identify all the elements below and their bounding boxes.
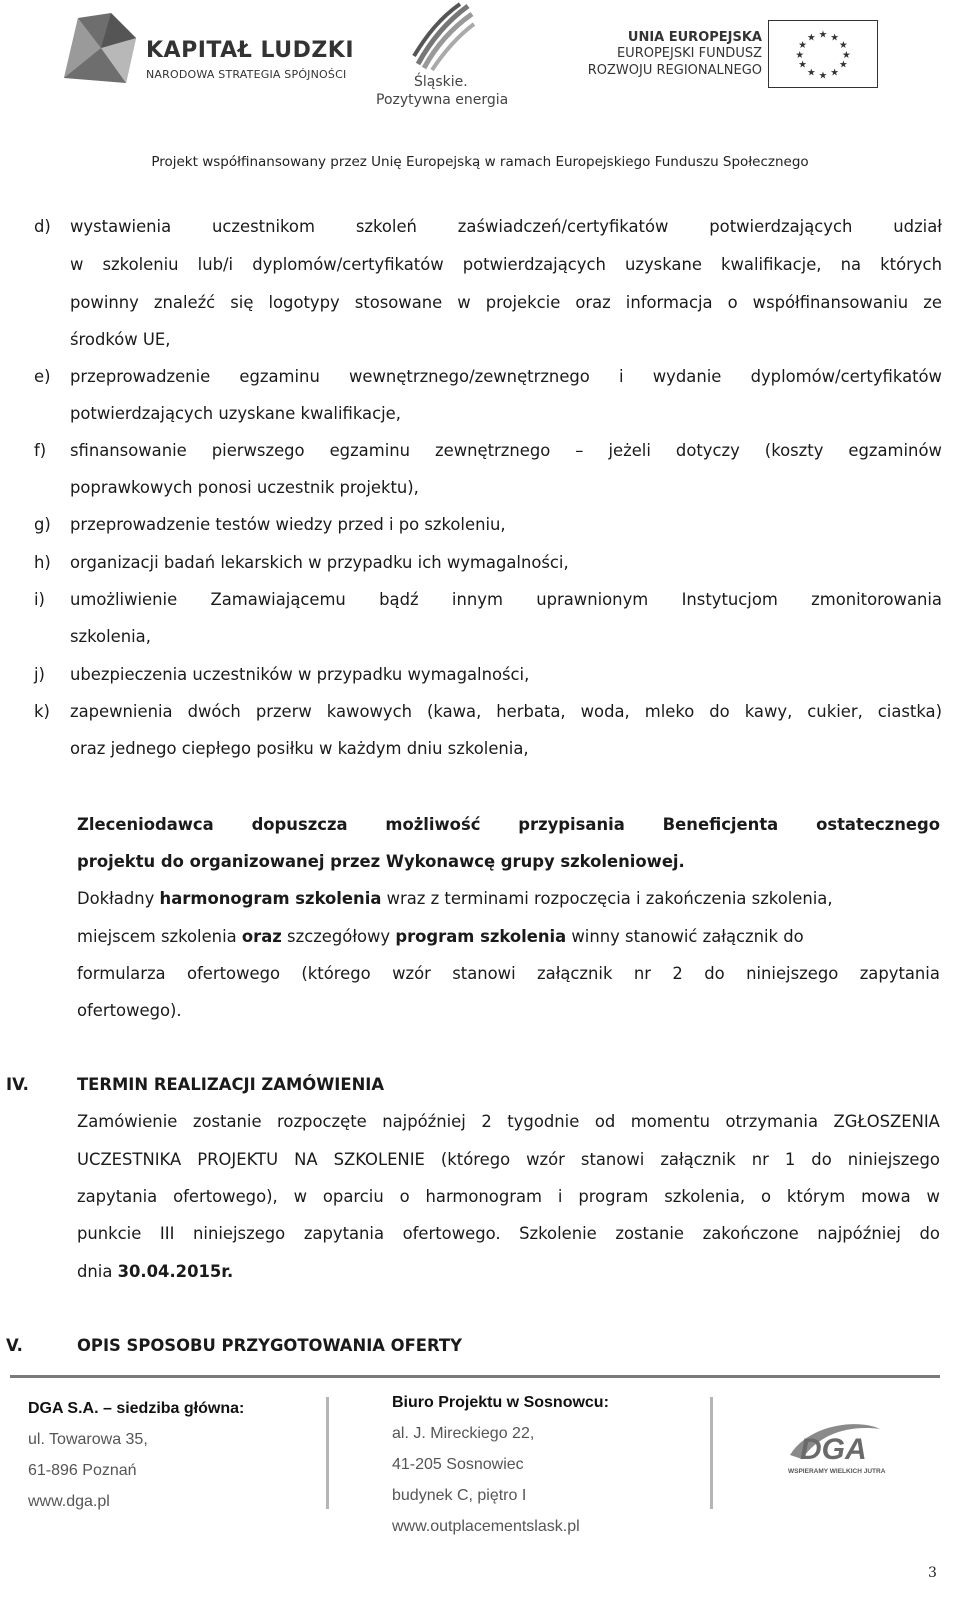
- word: NA: [294, 1150, 318, 1169]
- note-emphasis: oraz: [241, 927, 282, 946]
- word: projekcie: [485, 293, 561, 312]
- word: od: [594, 1112, 616, 1131]
- list-item-line: [70, 439, 942, 463]
- word: ofertowego: [187, 964, 280, 983]
- footer-headquarters: [28, 1393, 244, 1517]
- list-marker: i): [34, 590, 45, 609]
- footer-project-office: [392, 1387, 609, 1542]
- word: zapytania: [303, 1224, 385, 1243]
- list-marker: f): [34, 441, 47, 460]
- word: SZKOLENIE: [333, 1150, 425, 1169]
- section-iv-deadline: 30.04.2015r.: [117, 1262, 234, 1281]
- list-item-line: środków UE,: [70, 330, 171, 349]
- word: zaświadczeń/certyfikatów: [457, 217, 669, 236]
- list-marker: e): [34, 367, 51, 386]
- word: (kawa,: [426, 702, 482, 721]
- note-text: szczegółowy: [281, 927, 396, 946]
- list-marker: h): [34, 553, 51, 572]
- word: zapytania: [77, 1187, 158, 1206]
- note-line-1: [77, 887, 940, 911]
- word: egzaminów: [848, 441, 942, 460]
- word: do: [811, 1150, 832, 1169]
- word: momentu: [630, 1112, 711, 1131]
- word: ostatecznego: [816, 815, 940, 834]
- word: III: [159, 1224, 175, 1243]
- slaskie-swirl-icon: [410, 2, 476, 72]
- svg-text:★: ★: [795, 49, 805, 61]
- word: współfinansowaniu: [752, 293, 909, 312]
- word: dopuszcza: [251, 815, 348, 834]
- word: kawowych: [326, 702, 412, 721]
- word: przerw: [255, 702, 312, 721]
- word: niniejszego: [193, 1224, 286, 1243]
- page-footer: [0, 1375, 960, 1555]
- svg-text:★: ★: [798, 59, 807, 71]
- footer-separator: [326, 1397, 329, 1509]
- list-item-line: potwierdzających uzyskane kwalifikacje,: [70, 404, 401, 423]
- word: najpóźniej: [382, 1112, 466, 1131]
- note-bold-line-2: projektu do organizowanej przez Wykonawcę grupy szkoleniowej.: [77, 852, 685, 871]
- word: dwóch: [187, 702, 241, 721]
- list-item-line: poprawkowych ponosi uczestnik projektu),: [70, 478, 419, 497]
- word: nr: [751, 1150, 769, 1169]
- page-number: 3: [928, 1565, 937, 1581]
- eu-flag-icon: [768, 20, 878, 88]
- word: zmonitorowania: [811, 590, 942, 609]
- list-item-line: [70, 588, 942, 612]
- note-line-2: [77, 925, 940, 949]
- word: dyplomów/certyfikatów: [252, 255, 444, 274]
- word: harmonogram: [425, 1187, 542, 1206]
- list-item-line: przeprowadzenie testów wiedzy przed i po szkoleniu,: [70, 515, 506, 534]
- word: w: [70, 255, 84, 274]
- word: egzaminu: [239, 367, 320, 386]
- word: cukier,: [807, 702, 863, 721]
- word: w: [457, 293, 471, 312]
- list-marker: k): [34, 702, 50, 721]
- word: przypisania: [518, 815, 625, 834]
- word: zakończone: [702, 1224, 799, 1243]
- word: oraz: [575, 293, 611, 312]
- word: –: [575, 441, 584, 460]
- word: (którego: [301, 964, 371, 983]
- word: wzór: [392, 964, 431, 983]
- svg-text:★: ★: [830, 32, 839, 44]
- section-iv-title: TERMIN REALIZACJI ZAMÓWIENIA: [77, 1075, 385, 1094]
- svg-text:★: ★: [798, 40, 807, 52]
- footer-office-title: Biuro Projektu w Sosnowcu:: [392, 1394, 609, 1411]
- word: i: [619, 367, 624, 386]
- kapital-ludzki-star-icon: [56, 8, 146, 88]
- word: bądź: [379, 590, 419, 609]
- word: niniejszego: [847, 1150, 940, 1169]
- word: wewnętrznego/zewnętrznego: [349, 367, 590, 386]
- kapital-ludzki-title: KAPITAŁ LUDZKI: [146, 38, 355, 63]
- word: Instytucjom: [681, 590, 778, 609]
- list-marker: d): [34, 217, 51, 236]
- word: UCZESTNIKA: [77, 1150, 182, 1169]
- kapital-ludzki-logo: [38, 8, 355, 88]
- word: herbata,: [496, 702, 566, 721]
- eu-text: [588, 30, 762, 79]
- word: uprawnionym: [536, 590, 649, 609]
- note-bold-line-1: [77, 813, 940, 837]
- kapital-ludzki-subtitle: NARODOWA STRATEGIA SPÓJNOŚCI: [146, 68, 347, 81]
- footer-separator: [710, 1397, 713, 1509]
- word: mleko: [644, 702, 695, 721]
- word: Zleceniodawca: [77, 815, 214, 834]
- word: (koszty: [764, 441, 824, 460]
- word: do: [704, 964, 725, 983]
- word: szkolenia,: [664, 1187, 746, 1206]
- word: i: [557, 1187, 563, 1206]
- section-iv-line: [77, 1148, 940, 1172]
- section-iv-last-line: [77, 1260, 233, 1284]
- section-v-number: V.: [6, 1336, 23, 1355]
- word: lub/i: [197, 255, 234, 274]
- word: na: [840, 255, 862, 274]
- word: Szkolenie: [519, 1224, 597, 1243]
- word: zewnętrznego: [435, 441, 551, 460]
- slaskie-logo: [362, 0, 522, 115]
- word: 2: [672, 964, 683, 983]
- svg-text:★: ★: [839, 40, 848, 52]
- word: pierwszego: [211, 441, 305, 460]
- footer-hq-title: DGA S.A. – siedziba główna:: [28, 1400, 245, 1417]
- svg-text:★: ★: [807, 67, 816, 79]
- note-emphasis: program szkolenia: [395, 927, 567, 946]
- section-iv-number: IV.: [6, 1075, 29, 1094]
- word: wystawienia: [70, 217, 172, 236]
- word: logotypy: [268, 293, 340, 312]
- eu-line-1: UNIA EUROPEJSKA: [627, 30, 762, 45]
- section-iv-line: [77, 1110, 940, 1134]
- list-item-line: [70, 700, 942, 724]
- word: potwierdzających: [709, 217, 853, 236]
- footer-hq-city: 61-896 Poznań: [28, 1462, 137, 1479]
- footer-office-building: budynek C, piętro I: [392, 1487, 527, 1504]
- list-item-line: [70, 215, 942, 239]
- word: do: [709, 702, 730, 721]
- word: Zamawiającemu: [210, 590, 346, 609]
- svg-text:★: ★: [830, 67, 839, 79]
- list-marker: j): [34, 665, 45, 684]
- word: załącznik: [660, 1150, 736, 1169]
- word: woda,: [580, 702, 630, 721]
- word: ZGŁOSZENIA: [833, 1112, 940, 1131]
- page-header: [0, 0, 960, 190]
- footer-hq-street: ul. Towarowa 35,: [28, 1431, 148, 1448]
- word: ofertowego.: [402, 1224, 501, 1243]
- footer-office-street: al. J. Mireckiego 22,: [392, 1425, 535, 1442]
- word: potwierdzających: [462, 255, 606, 274]
- word: wydanie: [652, 367, 722, 386]
- word: udział: [893, 217, 942, 236]
- section-v-title: OPIS SPOSOBU PRZYGOTOWANIA OFERTY: [77, 1336, 462, 1355]
- word: których: [880, 255, 942, 274]
- list-item-line: szkolenia,: [70, 627, 151, 646]
- word: program: [578, 1187, 649, 1206]
- slaskie-tagline: Pozytywna energia: [376, 92, 509, 108]
- svg-text:★: ★: [839, 59, 848, 71]
- word: otrzymania: [725, 1112, 819, 1131]
- word: przeprowadzenie: [70, 367, 211, 386]
- word: szkoleniu: [102, 255, 179, 274]
- note-line-3: [77, 962, 940, 986]
- word: 2: [481, 1112, 492, 1131]
- word: (którego: [440, 1150, 511, 1169]
- word: innym: [451, 590, 503, 609]
- cofinancing-note: Projekt współfinansowany przez Unię Europejską w ramach Europejskiego Funduszu Społecznego: [151, 154, 809, 170]
- word: którym: [786, 1187, 846, 1206]
- word: załącznik: [537, 964, 613, 983]
- word: mowa: [861, 1187, 911, 1206]
- word: zostanie: [192, 1112, 262, 1131]
- section-iv-text: dnia: [77, 1262, 118, 1281]
- dga-slogan: WSPIERAMY WIELKICH JUTRA: [788, 1468, 886, 1475]
- word: 1: [784, 1150, 796, 1169]
- dga-logo: [780, 1419, 890, 1479]
- word: Beneficjenta: [662, 815, 779, 834]
- section-iv-line: [77, 1185, 940, 1209]
- footer-divider: [10, 1375, 940, 1378]
- eu-logo: [580, 20, 880, 90]
- word: zostanie: [615, 1224, 685, 1243]
- word: formularza: [77, 964, 166, 983]
- section-iv-line: [77, 1222, 940, 1246]
- word: oparciu: [322, 1187, 384, 1206]
- list-item-line: [70, 291, 942, 315]
- word: uzyskane: [624, 255, 702, 274]
- word: dyplomów/certyfikatów: [750, 367, 942, 386]
- word: o: [399, 1187, 410, 1206]
- word: ciastka): [877, 702, 942, 721]
- word: kwalifikacje,: [721, 255, 822, 274]
- slaskie-name: Śląskie.: [414, 74, 468, 90]
- word: możliwość: [385, 815, 481, 834]
- list-marker: g): [34, 515, 51, 534]
- dga-logo-text: DGA: [800, 1433, 867, 1466]
- note-text: miejscem szkolenia: [77, 927, 242, 946]
- word: jeżeli: [608, 441, 651, 460]
- word: sfinansowanie: [70, 441, 187, 460]
- list-item-line: ubezpieczenia uczestników w przypadku wymagalności,: [70, 665, 530, 684]
- svg-text:★: ★: [807, 32, 816, 44]
- word: dotyczy: [675, 441, 740, 460]
- word: zapewnienia: [70, 702, 173, 721]
- word: egzaminu: [329, 441, 411, 460]
- svg-text:★: ★: [818, 29, 828, 41]
- word: Zamówienie: [77, 1112, 178, 1131]
- footer-office-city: 41-205 Sosnowiec: [392, 1456, 524, 1473]
- word: do: [919, 1224, 940, 1243]
- word: powinny: [70, 293, 139, 312]
- note-text: winny stanowić załącznik do: [566, 927, 804, 946]
- list-item-line: [70, 365, 942, 389]
- word: tygodnie: [507, 1112, 580, 1131]
- word: w: [926, 1187, 940, 1206]
- eu-line-2: EUROPEJSKI FUNDUSZ: [616, 46, 762, 61]
- list-item-line: [70, 253, 942, 277]
- svg-text:★: ★: [841, 49, 851, 61]
- note-emphasis: harmonogram szkolenia: [159, 889, 382, 908]
- word: o: [761, 1187, 772, 1206]
- note-line-4: ofertowego).: [77, 1001, 182, 1020]
- note-text: Dokładny: [77, 889, 160, 908]
- footer-hq-website[interactable]: www.dga.pl: [28, 1493, 110, 1510]
- note-text: wraz z terminami rozpoczęcia i zakończenia szkolenia,: [381, 889, 833, 908]
- word: wzór: [526, 1150, 565, 1169]
- word: stanowi: [580, 1150, 645, 1169]
- eu-line-3: ROZWOJU REGIONALNEGO: [587, 63, 762, 78]
- word: o: [727, 293, 738, 312]
- list-item-line: organizacji badań lekarskich w przypadku ich wymagalności,: [70, 553, 569, 572]
- word: ofertowego),: [173, 1187, 278, 1206]
- word: informacja: [625, 293, 713, 312]
- word: PROJEKTU: [197, 1150, 279, 1169]
- word: uczestnikom: [212, 217, 315, 236]
- word: w: [293, 1187, 308, 1206]
- word: rozpoczęte: [277, 1112, 367, 1131]
- word: stanowi: [452, 964, 516, 983]
- svg-text:★: ★: [818, 70, 828, 82]
- word: się: [230, 293, 254, 312]
- word: nr: [633, 964, 651, 983]
- word: umożliwienie: [70, 590, 178, 609]
- word: znaleźć: [153, 293, 216, 312]
- word: najpóźniej: [817, 1224, 901, 1243]
- word: stosowane: [354, 293, 443, 312]
- list-item-line: oraz jednego ciepłego posiłku w każdym dniu szkolenia,: [70, 739, 529, 758]
- word: kawy,: [744, 702, 793, 721]
- word: szkoleń: [355, 217, 417, 236]
- word: ze: [923, 293, 942, 312]
- word: punkcie: [77, 1224, 142, 1243]
- footer-office-website[interactable]: www.outplacementslask.pl: [392, 1518, 580, 1535]
- word: zapytania: [859, 964, 940, 983]
- word: niniejszego: [746, 964, 839, 983]
